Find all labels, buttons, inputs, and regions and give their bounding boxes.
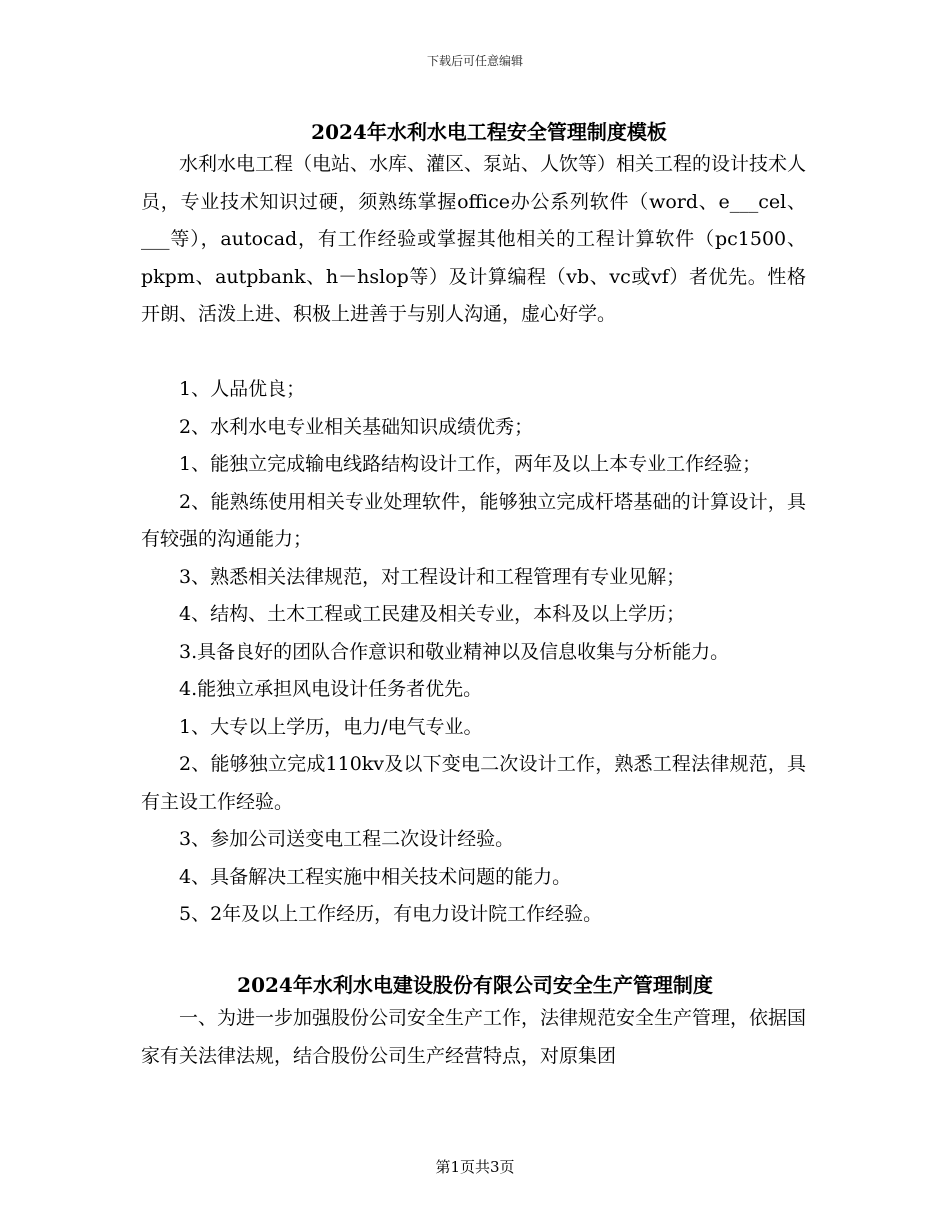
list-item: 5、2年及以上工作经历，有电力设计院工作经验。 [179,903,603,925]
document-title: 2024年水利水电工程安全管理制度模板 [311,120,667,144]
list-item: 1、能独立完成输电线路结构设计工作，两年及以上本专业工作经验； [179,453,762,475]
section-paragraph: 一、为进一步加强股份公司安全生产工作，法律规范安全生产管理，依据国家有关法律法规，结合股份公司生产经营特点，对原集团 [141,1007,807,1067]
list-item: 2、水利水电专业相关基础知识成绩优秀； [179,415,534,438]
requirements-list [141,371,806,934]
list-item: 2、能熟练使用相关专业处理软件，能够独立完成杆塔基础的计算设计，具有较强的沟通能力； [141,490,806,550]
list-item: 3、参加公司送变电工程二次设计经验。 [179,828,515,850]
list-item: 4、结构、土木工程或工民建及相关专业，本科及以上学历； [179,603,686,625]
list-item: 4、具备解决工程实施中相关技术问题的能力。 [179,865,572,888]
list-item: 2、能够独立完成110kv及以下变电二次设计工作，熟悉工程法律规范，具有主设工作经验。 [141,753,806,813]
intro-paragraph: 水利水电工程（电站、水库、灌区、泵站、人饮等）相关工程的设计技术人员，专业技术知识过硬，须熟练掌握office办公系列软件（word、e___cel、___等），autocad，有工作经验或掌握其他相关的工程计算软件（pc1500、pkpm、autpbank、h－hslop等）及计算编程（vb、vc或vf）者优先。性格开朗、活泼上进、积极上进善于与别人沟通，虚心好学。 [141,153,807,325]
list-item: 3.具备良好的团队合作意识和敬业精神以及信息收集与分析能力。 [179,640,730,663]
list-item: 1、人品优良； [179,378,306,400]
page-header: 下载后可任意编辑 [426,54,523,68]
list-item: 1、大专以上学历，电力/电气专业。 [179,715,483,738]
page-footer: 第1页共3页 [435,1158,515,1176]
list-item: 3、熟悉相关法律规范，对工程设计和工程管理有专业见解； [179,565,686,588]
list-item: 4.能独立承担风电设计任务者优先。 [179,678,483,700]
section-title: 2024年水利水电建设股份有限公司安全生产管理制度 [237,973,713,997]
